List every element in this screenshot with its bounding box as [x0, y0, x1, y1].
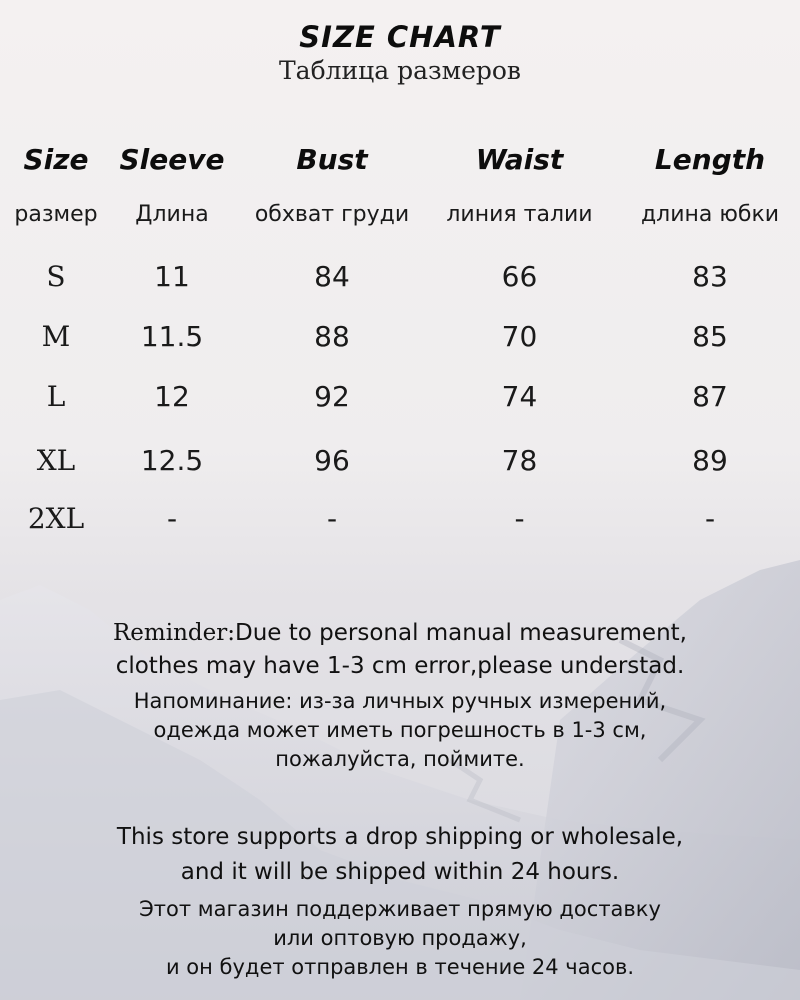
shipping-text-ru: Этот магазин поддерживает прямую доставку: [139, 897, 661, 921]
table-cell-bust: 88: [314, 320, 350, 353]
column-subheader-bust: обхват груди: [254, 202, 410, 227]
column-header-length: Length: [654, 143, 766, 176]
table-cell-waist: 66: [501, 260, 538, 293]
column-header-waist: Waist: [475, 143, 564, 176]
reminder-text-ru: Напоминание: из-за личных ручных измерений,: [133, 689, 667, 713]
table-cell-size: M: [41, 320, 71, 353]
table-cell-waist: 70: [501, 320, 538, 353]
table-cell-size: XL: [36, 444, 76, 477]
table-cell-sleeve: 12.5: [140, 444, 204, 477]
table-cell-bust: 92: [314, 380, 350, 413]
column-header-sleeve: Sleeve: [119, 143, 225, 176]
reminder-text-ru: одежда может иметь погрешность в 1-3 см,: [153, 718, 647, 742]
table-cell-length: -: [704, 502, 716, 535]
reminder-text: clothes may have 1-3 cm error,please understad.: [115, 653, 685, 679]
column-subheader-sleeve: Длина: [135, 202, 209, 227]
table-cell-size: 2XL: [27, 502, 85, 535]
column-subheader-length: длина юбки: [640, 202, 780, 227]
table-cell-sleeve: 11: [154, 260, 190, 293]
table-cell-sleeve: 11.5: [140, 320, 204, 353]
shipping-text-ru: и он будет отправлен в течение 24 часов.: [165, 955, 635, 979]
column-subheader-waist: линия талии: [446, 202, 593, 227]
reminder-text-ru: пожалуйста, поймите.: [275, 747, 525, 771]
reminder-text: Due to personal manual measurement,: [234, 620, 687, 646]
shipping-text: and it will be shipped within 24 hours.: [180, 859, 620, 885]
table-cell-waist: -: [514, 502, 525, 535]
table-cell-sleeve: -: [166, 502, 178, 535]
page-subtitle: Таблица размеров: [278, 56, 522, 85]
table-cell-bust: 96: [314, 444, 350, 477]
table-cell-bust: 84: [314, 260, 350, 293]
page-title: SIZE CHART: [299, 20, 501, 54]
table-cell-sleeve: 12: [154, 380, 190, 413]
table-cell-size: S: [46, 260, 66, 293]
column-subheader-size: размер: [14, 202, 98, 227]
reminder-note-en: [0, 617, 800, 683]
shipping-text-ru: или оптовую продажу,: [273, 926, 527, 950]
table-cell-bust: -: [326, 502, 338, 535]
table-cell-waist: 78: [501, 444, 538, 477]
shipping-note-ru: [0, 895, 800, 982]
column-header-size: Size: [23, 143, 89, 176]
column-header-bust: Bust: [296, 143, 368, 176]
reminder-label: Reminder:: [112, 620, 235, 646]
shipping-text: This store supports a drop shipping or wholesale,: [116, 824, 684, 850]
table-cell-length: 87: [692, 380, 728, 413]
table-cell-waist: 74: [501, 380, 538, 413]
shipping-note-en: [0, 820, 800, 890]
reminder-note-ru: [0, 687, 800, 774]
table-cell-length: 89: [692, 444, 728, 477]
table-cell-length: 85: [692, 320, 728, 353]
table-cell-length: 83: [692, 260, 728, 293]
table-cell-size: L: [46, 380, 66, 413]
